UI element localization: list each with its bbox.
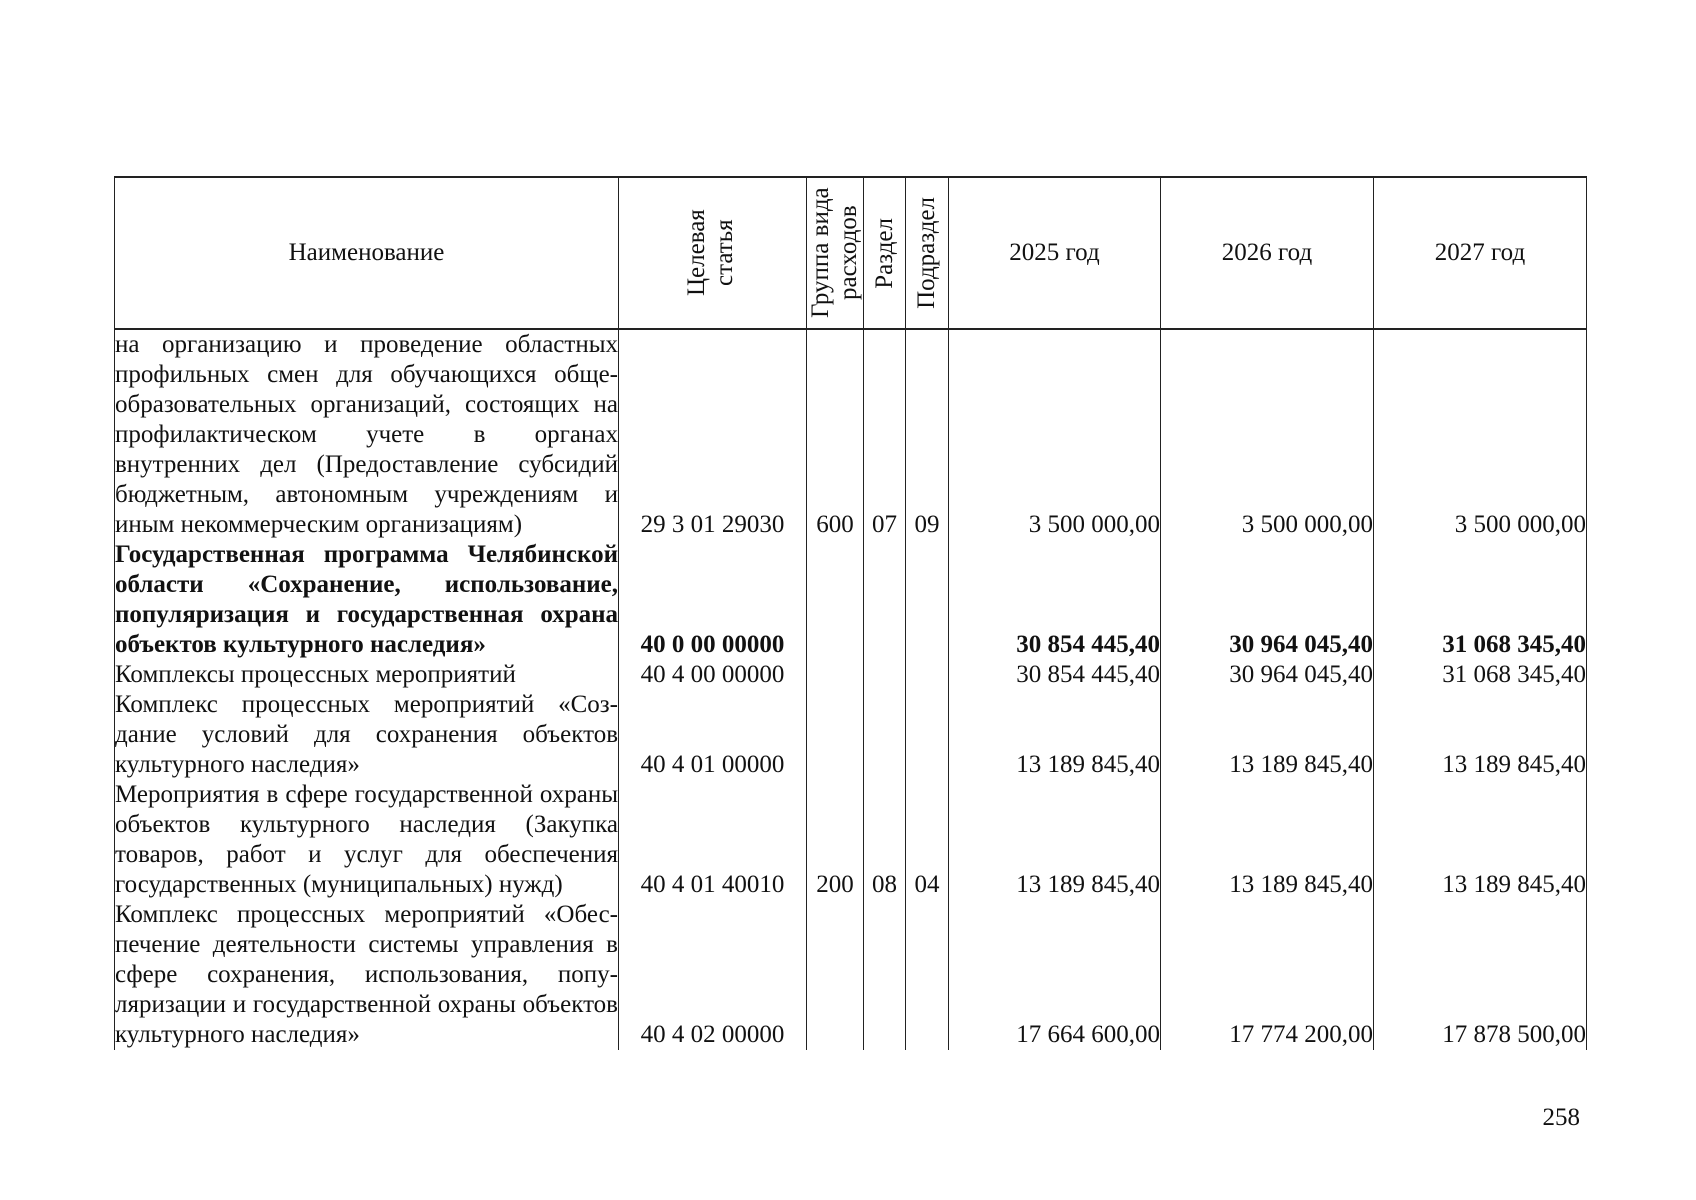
row-amount-2027: 31 068 345,40 xyxy=(1374,540,1587,660)
page-number: 258 xyxy=(1542,1104,1580,1131)
header-section: Раздел xyxy=(864,177,906,329)
row-subsection xyxy=(906,690,949,780)
budget-table xyxy=(114,176,1587,1050)
table-row xyxy=(115,329,1587,540)
row-expense-group: 200 xyxy=(807,780,864,900)
table-row xyxy=(115,780,1587,900)
row-section xyxy=(864,900,906,1050)
header-2026: 2026 год xyxy=(1161,177,1374,329)
row-expense-group: 600 xyxy=(807,329,864,540)
header-subsection: Подраздел xyxy=(906,177,949,329)
row-amount-2025: 30 854 445,40 xyxy=(949,660,1161,690)
row-amount-2027: 3 500 000,00 xyxy=(1374,329,1587,540)
header-target: Целевая статья xyxy=(619,177,807,329)
row-amount-2026: 13 189 845,40 xyxy=(1161,780,1374,900)
row-amount-2026: 30 964 045,40 xyxy=(1161,540,1374,660)
table-row xyxy=(115,540,1587,660)
row-amount-2025: 30 854 445,40 xyxy=(949,540,1161,660)
row-amount-2026: 17 774 200,00 xyxy=(1161,900,1374,1050)
row-subsection xyxy=(906,660,949,690)
row-amount-2025: 13 189 845,40 xyxy=(949,690,1161,780)
row-amount-2027: 13 189 845,40 xyxy=(1374,780,1587,900)
row-name: на организацию и проведение областных профильных смен для обучающихся общеобразовательных организаций, состоящих на профилактическом учете в органах внутренних дел (Предоставление субсидий бюджетным, автономным учреждениям и иным некоммерческим организациям) xyxy=(115,331,618,538)
row-target-code: 40 4 02 00000 xyxy=(619,900,807,1050)
row-section xyxy=(864,660,906,690)
row-section xyxy=(864,690,906,780)
row-expense-group xyxy=(807,660,864,690)
row-amount-2025: 17 664 600,00 xyxy=(949,900,1161,1050)
row-target-code: 29 3 01 29030 xyxy=(619,329,807,540)
table-row xyxy=(115,660,1587,690)
row-subsection: 09 xyxy=(906,329,949,540)
row-name: Мероприятия в сфере государственной охраны объектов культурного наследия (Закупка товаров, работ и услуг для обеспечения государственных (муниципальных) нужд) xyxy=(115,781,618,898)
row-amount-2027: 13 189 845,40 xyxy=(1374,690,1587,780)
row-name: Комплекс процессных мероприятий «Создание условий для сохранения объектов культурного наследия» xyxy=(115,691,618,778)
row-expense-group xyxy=(807,690,864,780)
row-subsection xyxy=(906,900,949,1050)
row-amount-2025: 3 500 000,00 xyxy=(949,329,1161,540)
header-2027: 2027 год xyxy=(1374,177,1587,329)
header-name: Наименование xyxy=(115,177,619,329)
row-section xyxy=(864,540,906,660)
row-section: 07 xyxy=(864,329,906,540)
table-row xyxy=(115,690,1587,780)
row-expense-group xyxy=(807,540,864,660)
row-amount-2026: 3 500 000,00 xyxy=(1161,329,1374,540)
row-target-code: 40 4 01 00000 xyxy=(619,690,807,780)
header-expense-group: Группа вида расходов xyxy=(807,177,864,329)
row-section: 08 xyxy=(864,780,906,900)
row-subsection: 04 xyxy=(906,780,949,900)
header-2025: 2025 год xyxy=(949,177,1161,329)
row-name: Комплексы процессных мероприятий xyxy=(115,660,619,690)
row-amount-2026: 13 189 845,40 xyxy=(1161,690,1374,780)
row-name: Государственная программа Челябинской области «Сохранение, использование, популяризация и государственная охрана объектов культурного наследия» xyxy=(115,541,618,658)
table-row xyxy=(115,900,1587,1050)
row-target-code: 40 0 00 00000 xyxy=(619,540,807,660)
row-expense-group xyxy=(807,900,864,1050)
row-target-code: 40 4 00 00000 xyxy=(619,660,807,690)
row-amount-2027: 17 878 500,00 xyxy=(1374,900,1587,1050)
row-target-code: 40 4 01 40010 xyxy=(619,780,807,900)
row-name: Комплекс процессных мероприятий «Обеспечение деятельности системы управления в сфере сохранения, использования, популяризации и государственной охраны объектов культурного наследия» xyxy=(115,901,618,1048)
row-amount-2025: 13 189 845,40 xyxy=(949,780,1161,900)
row-subsection xyxy=(906,540,949,660)
row-amount-2026: 30 964 045,40 xyxy=(1161,660,1374,690)
table-header-row xyxy=(115,177,1587,329)
row-amount-2027: 31 068 345,40 xyxy=(1374,660,1587,690)
